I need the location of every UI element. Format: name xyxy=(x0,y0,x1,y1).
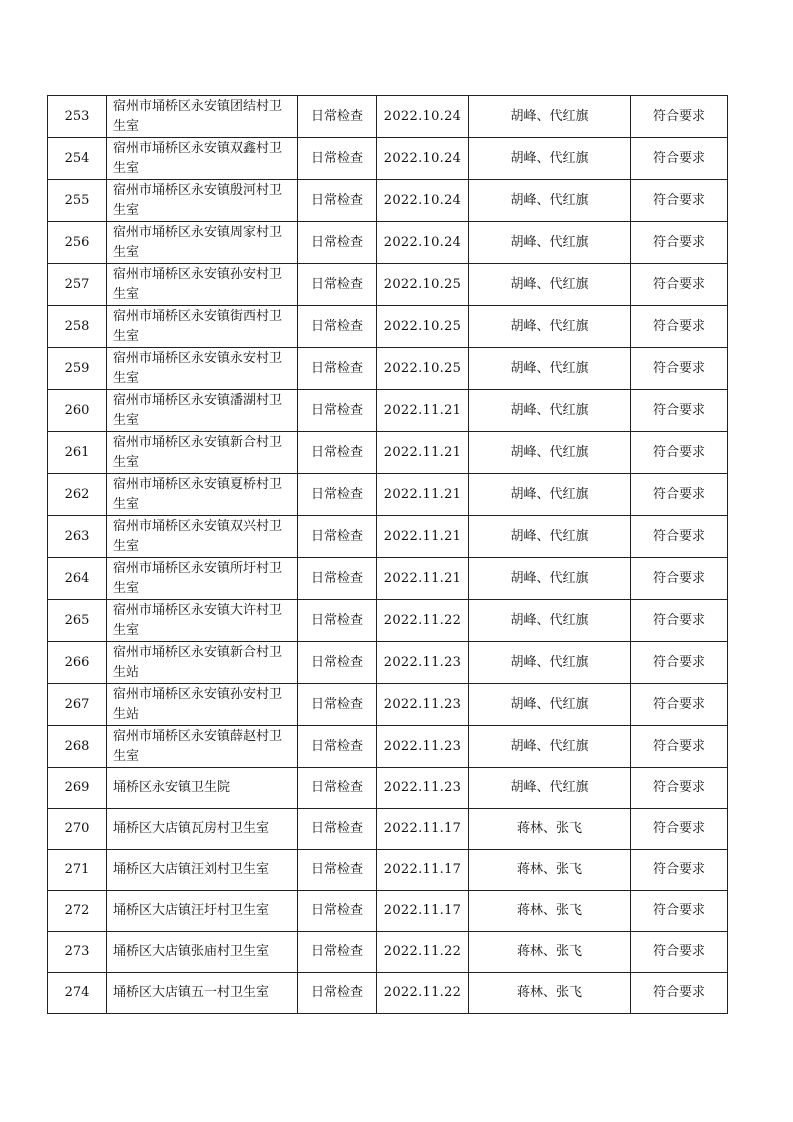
inspection-result: 符合要求 xyxy=(631,932,728,973)
facility-name: 宿州市埇桥区永安镇永安村卫生室 xyxy=(107,348,298,390)
inspection-type: 日常检查 xyxy=(298,474,377,516)
facility-name: 埇桥区大店镇汪刘村卫生室 xyxy=(107,850,298,891)
facility-name: 宿州市埇桥区永安镇所圩村卫生室 xyxy=(107,558,298,600)
inspection-result: 符合要求 xyxy=(631,348,728,390)
facility-name: 埇桥区大店镇汪圩村卫生室 xyxy=(107,891,298,932)
facility-name: 宿州市埇桥区永安镇街西村卫生室 xyxy=(107,306,298,348)
inspection-type: 日常检查 xyxy=(298,932,377,973)
inspection-type: 日常检查 xyxy=(298,850,377,891)
inspection-type: 日常检查 xyxy=(298,600,377,642)
facility-name: 宿州市埇桥区永安镇夏桥村卫生室 xyxy=(107,474,298,516)
row-number: 265 xyxy=(48,600,107,642)
inspectors: 胡峰、代红旗 xyxy=(469,516,631,558)
inspection-result: 符合要求 xyxy=(631,850,728,891)
inspection-type: 日常检查 xyxy=(298,264,377,306)
inspection-type: 日常检查 xyxy=(298,138,377,180)
table-row xyxy=(48,474,728,516)
facility-name: 宿州市埇桥区永安镇孙安村卫生室 xyxy=(107,264,298,306)
inspection-result: 符合要求 xyxy=(631,264,728,306)
table-row xyxy=(48,891,728,932)
table-row xyxy=(48,850,728,891)
inspection-type: 日常检查 xyxy=(298,96,377,138)
facility-name: 宿州市埇桥区永安镇潘湖村卫生室 xyxy=(107,390,298,432)
inspection-date: 2022.11.21 xyxy=(377,432,469,474)
facility-name: 宿州市埇桥区永安镇双兴村卫生室 xyxy=(107,516,298,558)
inspection-result: 符合要求 xyxy=(631,516,728,558)
inspectors: 胡峰、代红旗 xyxy=(469,264,631,306)
inspection-date: 2022.10.25 xyxy=(377,306,469,348)
inspection-date: 2022.10.24 xyxy=(377,180,469,222)
inspection-date: 2022.11.22 xyxy=(377,932,469,973)
facility-name: 宿州市埇桥区永安镇殷河村卫生室 xyxy=(107,180,298,222)
inspection-result: 符合要求 xyxy=(631,600,728,642)
facility-name: 宿州市埇桥区永安镇双鑫村卫生室 xyxy=(107,138,298,180)
inspectors: 蒋林、张飞 xyxy=(469,932,631,973)
facility-name: 宿州市埇桥区永安镇孙安村卫生站 xyxy=(107,684,298,726)
inspection-result: 符合要求 xyxy=(631,558,728,600)
inspection-result: 符合要求 xyxy=(631,642,728,684)
inspectors: 胡峰、代红旗 xyxy=(469,600,631,642)
facility-name: 宿州市埇桥区永安镇周家村卫生室 xyxy=(107,222,298,264)
facility-name: 埇桥区大店镇张庙村卫生室 xyxy=(107,932,298,973)
inspection-type: 日常检查 xyxy=(298,891,377,932)
inspectors: 蒋林、张飞 xyxy=(469,891,631,932)
inspection-date: 2022.11.22 xyxy=(377,973,469,1014)
inspection-type: 日常检查 xyxy=(298,558,377,600)
facility-name: 埇桥区永安镇卫生院 xyxy=(107,768,298,809)
inspection-result: 符合要求 xyxy=(631,726,728,768)
inspection-type: 日常检查 xyxy=(298,348,377,390)
inspection-type: 日常检查 xyxy=(298,642,377,684)
row-number: 264 xyxy=(48,558,107,600)
inspection-type: 日常检查 xyxy=(298,432,377,474)
inspection-result: 符合要求 xyxy=(631,180,728,222)
inspection-table xyxy=(47,95,728,1014)
facility-name: 宿州市埇桥区永安镇新合村卫生室 xyxy=(107,432,298,474)
inspectors: 胡峰、代红旗 xyxy=(469,222,631,264)
inspectors: 胡峰、代红旗 xyxy=(469,432,631,474)
inspection-type: 日常检查 xyxy=(298,684,377,726)
table-row xyxy=(48,180,728,222)
inspection-result: 符合要求 xyxy=(631,891,728,932)
table-row xyxy=(48,973,728,1014)
inspection-type: 日常检查 xyxy=(298,180,377,222)
facility-name: 宿州市埇桥区永安镇新合村卫生站 xyxy=(107,642,298,684)
facility-name: 宿州市埇桥区永安镇薛赵村卫生室 xyxy=(107,726,298,768)
inspection-type: 日常检查 xyxy=(298,222,377,264)
inspectors: 胡峰、代红旗 xyxy=(469,390,631,432)
row-number: 268 xyxy=(48,726,107,768)
inspection-date: 2022.11.17 xyxy=(377,891,469,932)
row-number: 254 xyxy=(48,138,107,180)
inspection-result: 符合要求 xyxy=(631,432,728,474)
inspection-result: 符合要求 xyxy=(631,306,728,348)
inspectors: 胡峰、代红旗 xyxy=(469,726,631,768)
row-number: 272 xyxy=(48,891,107,932)
inspection-result: 符合要求 xyxy=(631,138,728,180)
row-number: 262 xyxy=(48,474,107,516)
inspection-type: 日常检查 xyxy=(298,768,377,809)
table-row xyxy=(48,390,728,432)
inspection-date: 2022.11.21 xyxy=(377,558,469,600)
inspection-type: 日常检查 xyxy=(298,516,377,558)
inspectors: 胡峰、代红旗 xyxy=(469,768,631,809)
row-number: 266 xyxy=(48,642,107,684)
inspectors: 蒋林、张飞 xyxy=(469,850,631,891)
table-row xyxy=(48,138,728,180)
inspectors: 胡峰、代红旗 xyxy=(469,558,631,600)
inspection-date: 2022.11.21 xyxy=(377,390,469,432)
row-number: 269 xyxy=(48,768,107,809)
inspection-date: 2022.11.17 xyxy=(377,809,469,850)
inspectors: 胡峰、代红旗 xyxy=(469,642,631,684)
inspection-date: 2022.11.23 xyxy=(377,726,469,768)
inspectors: 胡峰、代红旗 xyxy=(469,96,631,138)
inspection-type: 日常检查 xyxy=(298,809,377,850)
inspection-date: 2022.10.25 xyxy=(377,264,469,306)
inspection-type: 日常检查 xyxy=(298,726,377,768)
table-row xyxy=(48,932,728,973)
inspection-date: 2022.11.17 xyxy=(377,850,469,891)
inspectors: 胡峰、代红旗 xyxy=(469,138,631,180)
inspection-date: 2022.10.25 xyxy=(377,348,469,390)
table-row xyxy=(48,809,728,850)
row-number: 259 xyxy=(48,348,107,390)
table-row xyxy=(48,306,728,348)
table-row xyxy=(48,96,728,138)
row-number: 270 xyxy=(48,809,107,850)
inspection-type: 日常检查 xyxy=(298,390,377,432)
table-row xyxy=(48,264,728,306)
inspection-result: 符合要求 xyxy=(631,973,728,1014)
inspection-result: 符合要求 xyxy=(631,474,728,516)
row-number: 267 xyxy=(48,684,107,726)
inspection-date: 2022.10.24 xyxy=(377,138,469,180)
inspection-date: 2022.11.21 xyxy=(377,516,469,558)
row-number: 257 xyxy=(48,264,107,306)
facility-name: 埇桥区大店镇瓦房村卫生室 xyxy=(107,809,298,850)
inspection-date: 2022.11.22 xyxy=(377,600,469,642)
row-number: 271 xyxy=(48,850,107,891)
row-number: 273 xyxy=(48,932,107,973)
row-number: 274 xyxy=(48,973,107,1014)
inspection-date: 2022.11.23 xyxy=(377,768,469,809)
facility-name: 宿州市埇桥区永安镇大许村卫生室 xyxy=(107,600,298,642)
row-number: 253 xyxy=(48,96,107,138)
row-number: 256 xyxy=(48,222,107,264)
inspectors: 胡峰、代红旗 xyxy=(469,306,631,348)
table-row xyxy=(48,642,728,684)
inspection-result: 符合要求 xyxy=(631,96,728,138)
inspection-date: 2022.11.21 xyxy=(377,474,469,516)
row-number: 263 xyxy=(48,516,107,558)
inspectors: 蒋林、张飞 xyxy=(469,809,631,850)
row-number: 260 xyxy=(48,390,107,432)
row-number: 255 xyxy=(48,180,107,222)
inspection-type: 日常检查 xyxy=(298,973,377,1014)
inspection-result: 符合要求 xyxy=(631,222,728,264)
inspection-result: 符合要求 xyxy=(631,809,728,850)
table-row xyxy=(48,558,728,600)
row-number: 261 xyxy=(48,432,107,474)
table-row xyxy=(48,684,728,726)
inspection-result: 符合要求 xyxy=(631,684,728,726)
inspectors: 胡峰、代红旗 xyxy=(469,684,631,726)
inspectors: 胡峰、代红旗 xyxy=(469,180,631,222)
row-number: 258 xyxy=(48,306,107,348)
inspectors: 胡峰、代红旗 xyxy=(469,474,631,516)
inspection-type: 日常检查 xyxy=(298,306,377,348)
table-row xyxy=(48,222,728,264)
inspectors: 胡峰、代红旗 xyxy=(469,348,631,390)
inspection-date: 2022.11.23 xyxy=(377,642,469,684)
table-row xyxy=(48,432,728,474)
table-row xyxy=(48,726,728,768)
table-body xyxy=(48,96,728,1014)
table-row xyxy=(48,768,728,809)
inspectors: 蒋林、张飞 xyxy=(469,973,631,1014)
inspection-result: 符合要求 xyxy=(631,768,728,809)
table-row xyxy=(48,516,728,558)
facility-name: 宿州市埇桥区永安镇团结村卫生室 xyxy=(107,96,298,138)
inspection-result: 符合要求 xyxy=(631,390,728,432)
inspection-date: 2022.10.24 xyxy=(377,96,469,138)
table-row xyxy=(48,600,728,642)
inspection-date: 2022.11.23 xyxy=(377,684,469,726)
table-row xyxy=(48,348,728,390)
inspection-date: 2022.10.24 xyxy=(377,222,469,264)
facility-name: 埇桥区大店镇五一村卫生室 xyxy=(107,973,298,1014)
